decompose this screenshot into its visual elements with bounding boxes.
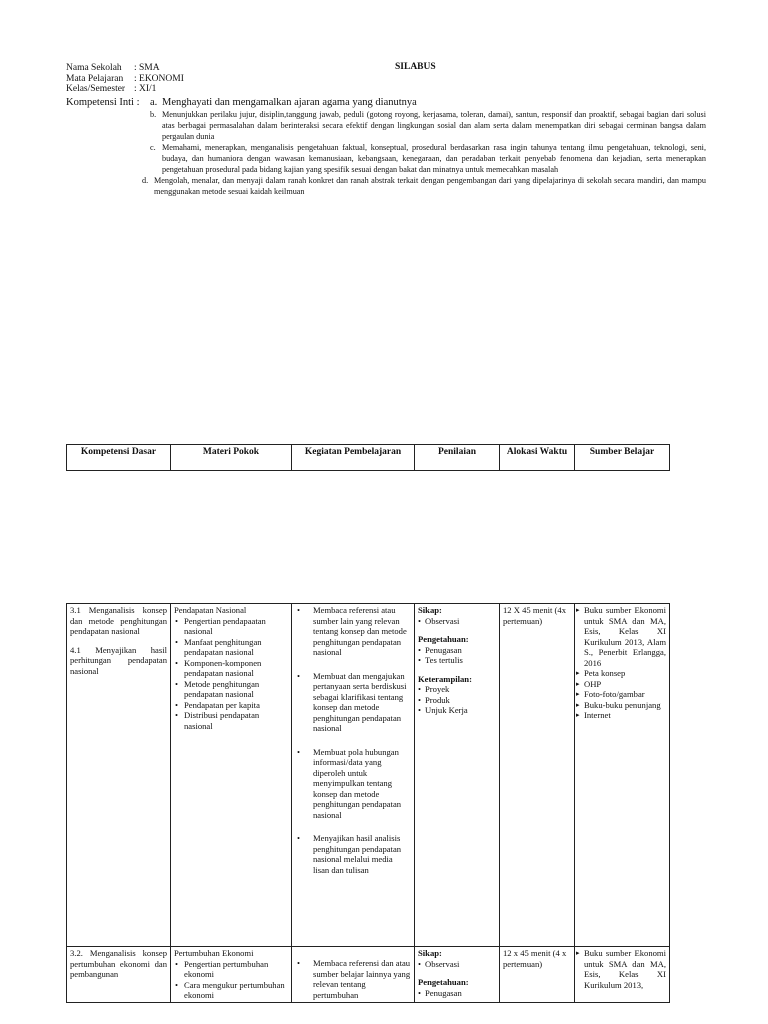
list-item: • Membaca referensi dan atau sumber belajar lainnya yang relevan tentang pertumbuhan — [295, 958, 411, 1000]
identity-label: Nama Sekolah — [66, 63, 122, 73]
sumber-cell — [575, 604, 670, 947]
penilaian-list — [418, 959, 496, 970]
identity-value: : XI/1 — [134, 84, 157, 94]
sumber-list — [578, 605, 666, 721]
header-row — [67, 445, 670, 471]
kegiatan-list — [295, 605, 411, 875]
list-item: • Observasi — [418, 616, 496, 627]
list-item: • Menyajikan hasil analisis penghitungan pendapatan nasional melalui media lisan dan tulisan — [295, 833, 411, 875]
table-row — [67, 604, 670, 947]
list-item: • Cara mengukur pertumbuhan ekonomi — [174, 980, 288, 1001]
list-item: • Pengertian pendapaatan nasional — [174, 616, 288, 637]
penilaian-list — [418, 616, 496, 627]
item-text: Mengolah, menalar, dan menyaji dalam ranah konkret dan ranah abstrak terkait dengan pengembangan dari yang dipelajarinya di sekolah secara mandiri, dan mampu menggunakan metode sesuai kaidah keilmuan — [154, 176, 706, 196]
list-item: • Distribusi pendapatan nasional — [174, 710, 288, 731]
identity-row-school — [66, 63, 184, 74]
materi-cell — [171, 947, 292, 1003]
column-header: Penilaian — [415, 445, 500, 471]
document-title: SILABUS — [395, 62, 436, 72]
kompetensi-dasar-item: 3.1 Menganalisis konsep dan metode penghitungan pendapatan nasional — [70, 605, 167, 636]
kompetensi-dasar-cell — [67, 947, 171, 1003]
alokasi-cell: 12 x 45 menit (4 x pertemuan) — [500, 947, 575, 1003]
penilaian-heading: Sikap: — [418, 948, 442, 958]
item-marker: a. — [150, 97, 158, 108]
alokasi-cell: 12 X 45 menit (4x pertemuan) — [500, 604, 575, 947]
list-item: • Penugasan — [418, 645, 496, 656]
penilaian-heading: Keterampilan: — [418, 673, 472, 684]
sumber-list — [578, 948, 666, 990]
kompetensi-dasar-item: 4.1 Menyajikan hasil perhitungan pendapatan nasional — [70, 644, 167, 676]
penilaian-cell — [415, 947, 500, 1003]
column-header: Kegiatan Pembelajaran — [292, 445, 415, 471]
sumber-cell — [575, 947, 670, 1003]
list-item: • Membuat pola hubungan informasi/data yang diperoleh untuk menyimpulkan tentang konsep dan metode penghitungan pendapatan nasional — [295, 747, 411, 821]
kompetensi-dasar-cell — [67, 604, 171, 947]
list-item: • Pendapatan per kapita — [174, 700, 288, 711]
penilaian-list — [418, 684, 496, 716]
identity-value: : EKONOMI — [134, 73, 184, 84]
penilaian-heading: Pengetahuan: — [418, 634, 469, 644]
penilaian-heading: Pengetahuan: — [418, 977, 469, 987]
penilaian-cell — [415, 604, 500, 947]
identity-row-class — [66, 84, 184, 95]
list-item: • Unjuk Kerja — [418, 705, 496, 716]
kompetensi-inti-label: Kompetensi Inti : — [66, 97, 140, 108]
materi-list — [174, 616, 288, 732]
list-item: ▸ Peta konsep — [578, 668, 666, 679]
identity-value: : SMA — [134, 63, 160, 73]
list-item: • Penugasan — [418, 988, 496, 999]
item-text: Menghayati dan mengamalkan ajaran agama yang dianutnya — [162, 97, 417, 108]
kompetensi-inti-item — [150, 109, 706, 142]
syllabus-header-table — [66, 444, 670, 471]
list-item: • Proyek — [418, 684, 496, 695]
identity-label: Mata Pelajaran — [66, 73, 124, 84]
list-item: ▸ Internet — [578, 710, 666, 721]
item-marker: d. — [142, 176, 149, 185]
list-item: • Observasi — [418, 959, 496, 970]
kompetensi-inti-item — [150, 97, 706, 109]
identity-row-subject — [66, 74, 184, 85]
item-marker: b. — [150, 110, 157, 119]
kompetensi-dasar-item: 3.2. Menganalisis konsep pertumbuhan ekonomi dan pembangunan — [70, 948, 167, 979]
kegiatan-cell — [292, 604, 415, 947]
list-item: • Pengertian pertumbuhan ekonomi — [174, 959, 288, 980]
identity-label: Kelas/Semester — [66, 84, 126, 94]
list-item: • Produk — [418, 695, 496, 706]
list-item: • Komponen-komponen pendapatan nasional — [174, 658, 288, 679]
list-item: ▸ OHP — [578, 679, 666, 690]
column-header: Sumber Belajar — [575, 445, 670, 471]
kompetensi-inti-list — [142, 97, 706, 197]
list-item: ▸ Buku sumber Ekonomi untuk SMA dan MA, Esis, Kelas XI Kurikulum 2013, Alam S., Penerbit Erlangga, 2016 — [578, 605, 666, 668]
kompetensi-inti-item — [142, 175, 706, 197]
kegiatan-cell — [292, 947, 415, 1003]
penilaian-list — [418, 645, 496, 666]
list-item: ▸ Buku-buku penunjang — [578, 700, 666, 711]
item-text: Memahami, menerapkan, menganalisis pengetahuan faktual, konseptual, prosedural berdasarkan rasa ingin tahunya tentang ilmu pengetahuan, teknologi, seni, budaya, dan humaniora dengan wawasan kemanusiaan, kebangsaan, kenegaraan, dan peradaban terkait penyebab fenomena dan kejadian, serta menerapkan pengetahuan prosedural pada bidang kajian yang spesifik sesuai dengan bakat dan minatnya untuk memecahkan masalah — [162, 143, 706, 174]
kegiatan-list — [295, 958, 411, 1000]
list-item: • Membuat dan mengajukan pertanyaan serta berdiskusi sebagai klarifikasi tentang konsep dan metode penghitungan pendapatan nasional — [295, 671, 411, 734]
penilaian-list — [418, 988, 496, 999]
list-item: • Membaca referensi atau sumber lain yang relevan tentang konsep dan metode penghitungan pendapatan nasional — [295, 605, 411, 658]
list-item: • Manfaat penghitungan pendapatan nasional — [174, 637, 288, 658]
identity-block — [66, 63, 184, 95]
materi-title: Pertumbuhan Ekonomi — [174, 948, 254, 958]
syllabus-content-table — [66, 603, 670, 1003]
list-item: ▸ Foto-foto/gambar — [578, 689, 666, 700]
table-row — [67, 947, 670, 1003]
column-header: Kompetensi Dasar — [67, 445, 171, 471]
list-item: ▸ Buku sumber Ekonomi untuk SMA dan MA, Esis, Kelas XI Kurikulum 2013, — [578, 948, 666, 990]
item-marker: c. — [150, 143, 156, 152]
materi-cell — [171, 604, 292, 947]
column-header: Alokasi Waktu — [500, 445, 575, 471]
penilaian-heading: Sikap: — [418, 605, 442, 615]
materi-list — [174, 959, 288, 1001]
item-text: Menunjukkan perilaku jujur, disiplin,tanggung jawab, peduli (gotong royong, kerjasama, toleran, damai), santun, responsif dan proaktif, sebagai bagian dari solusi atas berbagai permasalahan dalam berinteraksi secara efektif dengan lingkungan sosial dan alam serta dalam menempatkan diri sebagai cerminan bangsa dalam pergaulan dunia — [162, 110, 706, 141]
materi-title: Pendapatan Nasional — [174, 605, 247, 615]
list-item: • Metode penghitungan pendapatan nasional — [174, 679, 288, 700]
kompetensi-inti-item — [150, 142, 706, 175]
kompetensi-inti-section — [66, 97, 706, 197]
list-item: • Tes tertulis — [418, 655, 496, 666]
column-header: Materi Pokok — [171, 445, 292, 471]
